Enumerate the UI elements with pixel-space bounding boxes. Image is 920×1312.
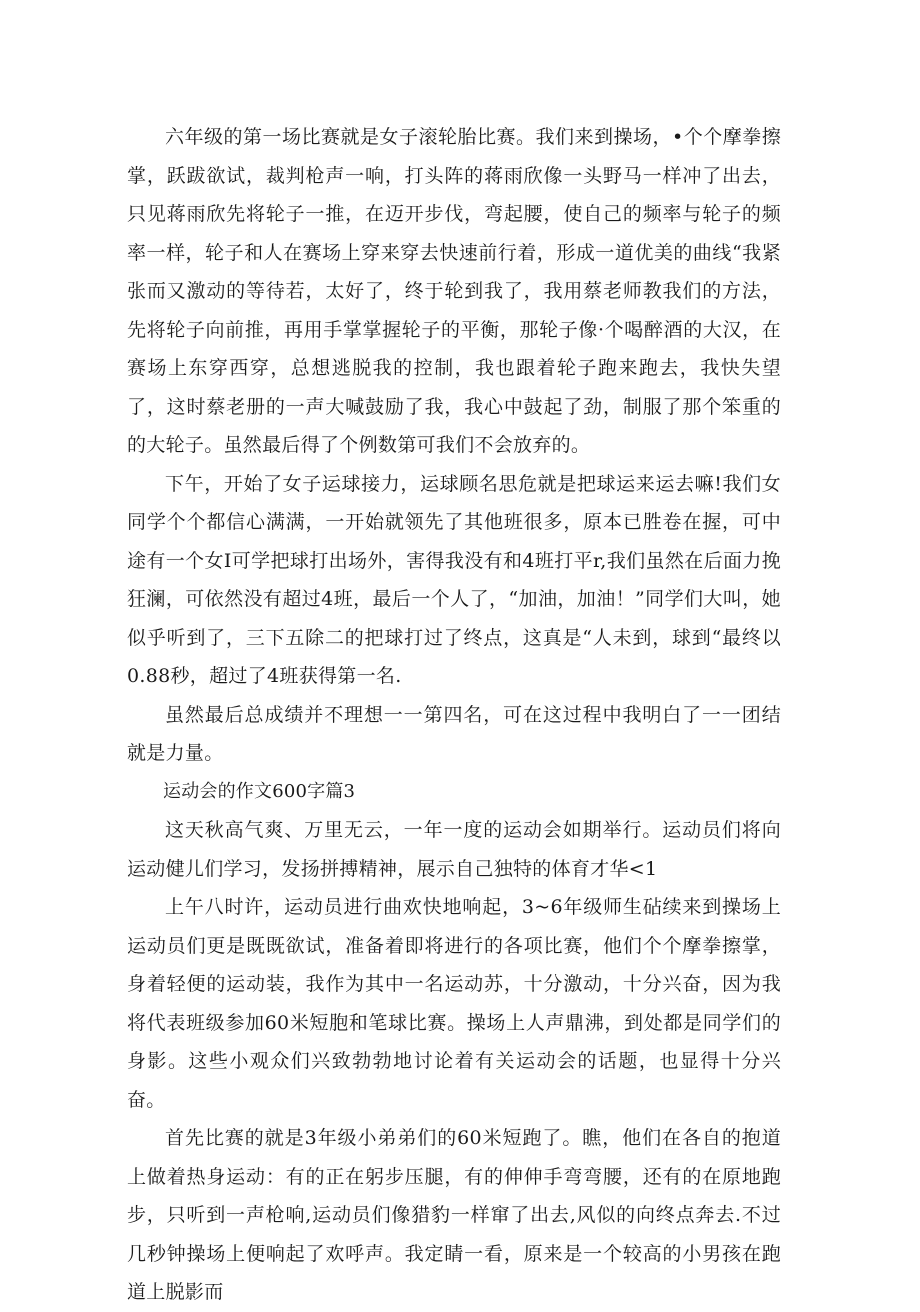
paragraph-tire-race: 六年级的第一场比赛就是女子滚轮胎比赛。我们来到操场，•个个摩拳擦掌，跃跋欲试，裁判枪声一响，打头阵的蒋雨欣像一头野马一样冲了出去，只见蒋雨欣先将轮子一推，在迈开步伐，弯起腰，使自己的频率与轮子的频率一样，轮子和人在赛场上穿来穿去快速前行着，形成一道优美的曲线“我紧张而又激动的等待若，太好了，终于轮到我了，我用蔡老师教我们的方法，先将轮子向前推，再用手掌掌握轮子的平衡，那轮子像·个喝醉酒的大汉，在赛场上东穿西穿，总想逃脱我的控制，我也跟着轮子跑来跑去，我快失望了，这时蔡老册的一声大喊鼓励了我，我心中鼓起了劲，制服了那个笨重的的大轮子。虽然最后得了个例数第可我们不会放弃的。 bbox=[127, 126, 781, 456]
paragraph-conclusion: 虽然最后总成绩并不理想一一第四名，可在这过程中我明白了一一团结就是力量。 bbox=[127, 703, 781, 764]
document-body bbox=[127, 118, 781, 1312]
section-heading: 运动会的作文600字篇3 bbox=[163, 780, 356, 802]
paragraph-ball-relay: 下午，开始了女子运球接力，运球顾名思危就是把球运来运去嘛!我们女同学个个都信心满满，一开始就领先了其他班很多，原本已胜卷在握，可中途有一个女I可学把球打出场外，害得我没有和4班打平r,我们虽然在后面力挽狂澜，可依然没有超过4班，最后一个人了，“加油，加油！”同学们大叫，她似乎听到了，三下五除二的把球打过了终点，这真是“人未到，球到“最终以0.88秒，超过了4班获得第一名. bbox=[127, 472, 781, 687]
paragraph-opening: 这天秋高气爽、万里无云，一年一度的运动会如期举行。运动员们将向运动健儿们学习，发扬拼搏精神，展示自己独特的体育才华<1 bbox=[127, 819, 781, 880]
paragraph-morning: 上午八时许，运动员进行曲欢快地响起，3~6年级师生砧续来到操场上运动员们更是既既欲试，准备着即将进行的各项比赛，他们个个摩拳擦掌，身着轻便的运动装，我作为其中一名运动苏，十分激动，十分兴奋，因为我将代表班级参加60米短胞和笔球比赛。操场上人声鼎沸，到处都是同学们的身影。这些小观众们兴致勃勃地讨论着有关运动会的话题，也显得十分兴奋。 bbox=[127, 896, 781, 1111]
paragraph-sprint: 首先比赛的就是3年级小弟弟们的60米短跑了。瞧，他们在各自的抱道上做着热身运动：有的正在躬步压腿，有的伸伸手弯弯腰，还有的在原地跑步，只听到一声枪响,运动员们像猎豹一样窜了出去,风似的向终点奔去.不过几秒钟操场上便响起了欢呼声。我定睛一看，原来是一个较高的小男孩在跑道上脱影而 bbox=[127, 1127, 781, 1303]
